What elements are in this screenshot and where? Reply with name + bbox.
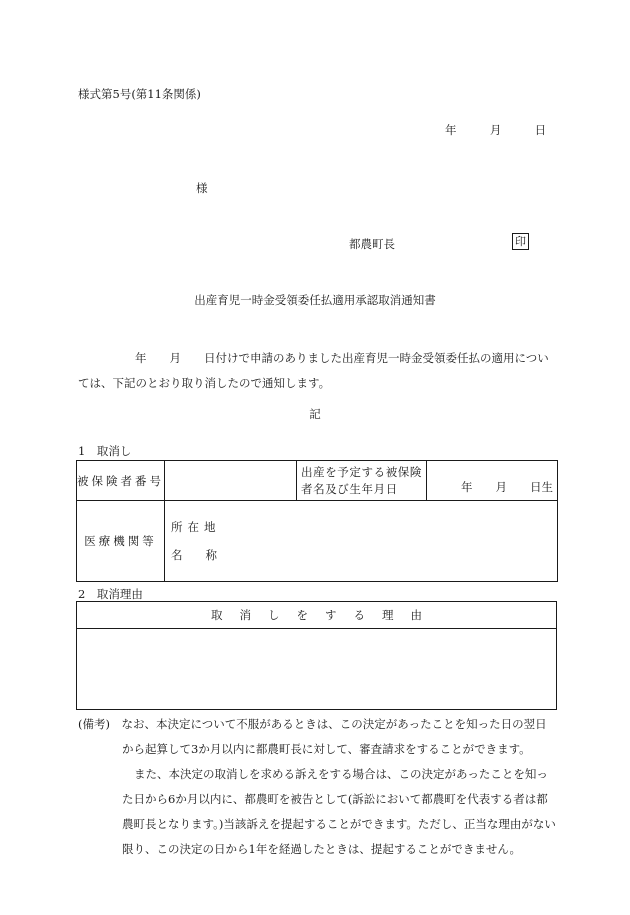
date-line xyxy=(445,122,546,138)
insured-number-label: 被保険者番号 xyxy=(77,461,165,501)
reason-header: 取消しをする理由 xyxy=(77,602,557,629)
ki-heading: 記 xyxy=(309,407,321,421)
form-number: 様式第5号(第11条関係) xyxy=(78,87,201,101)
date-day: 日 xyxy=(534,123,547,137)
body-text: 年 月 日付けで申請のありました出産育児一時金受領委任払の適用については、下記のとおり取り消したので通知します。 xyxy=(78,351,549,390)
date-year: 年 xyxy=(445,123,457,137)
medical-institution-cell xyxy=(165,501,558,582)
birthdate-units: 年 月 日生 xyxy=(427,461,558,501)
cancellation-table xyxy=(76,460,558,582)
reason-table xyxy=(76,601,557,710)
insured-number-cell xyxy=(165,461,297,501)
sender-name: 都農町長 xyxy=(349,237,395,251)
addressee-suffix: 様 xyxy=(196,181,208,195)
remarks-para1: (備考) なお、本決定について不服があるときは、この決定があったことを知った日の翌日から起算して3か月以内に都農町長に対して、審査請求をすることができます。 xyxy=(78,717,547,756)
remarks-para2: また、本決定の取消しを求める訴えをする場合は、この決定があったことを知った日から6か月以内に、都農町を被告として(訴訟において都農町を代表する者は都農町長となります。)当該訴えを提起することができます。ただし、正当な理由がない限り、この決定の日から1年を経過したときは、提起することができません。 xyxy=(122,767,556,856)
section1-heading: 1 取消し xyxy=(78,444,132,458)
remarks-label: (備考) xyxy=(78,717,110,731)
date-month: 月 xyxy=(489,123,502,137)
document-title: 出産育児一時金受領委任払適用承認取消通知書 xyxy=(194,293,436,307)
address-label: 所在地 xyxy=(171,520,221,534)
expected-birth-label: 出産を予定する被保険者名及び生年月日 xyxy=(297,461,427,501)
medical-institution-label: 医療機関等 xyxy=(77,501,165,582)
name-label: 名 称 xyxy=(171,548,217,562)
reason-content-cell xyxy=(77,629,557,710)
remarks xyxy=(78,712,558,862)
seal-mark: 印 xyxy=(512,233,529,250)
section2-heading: 2 取消理由 xyxy=(78,587,143,601)
